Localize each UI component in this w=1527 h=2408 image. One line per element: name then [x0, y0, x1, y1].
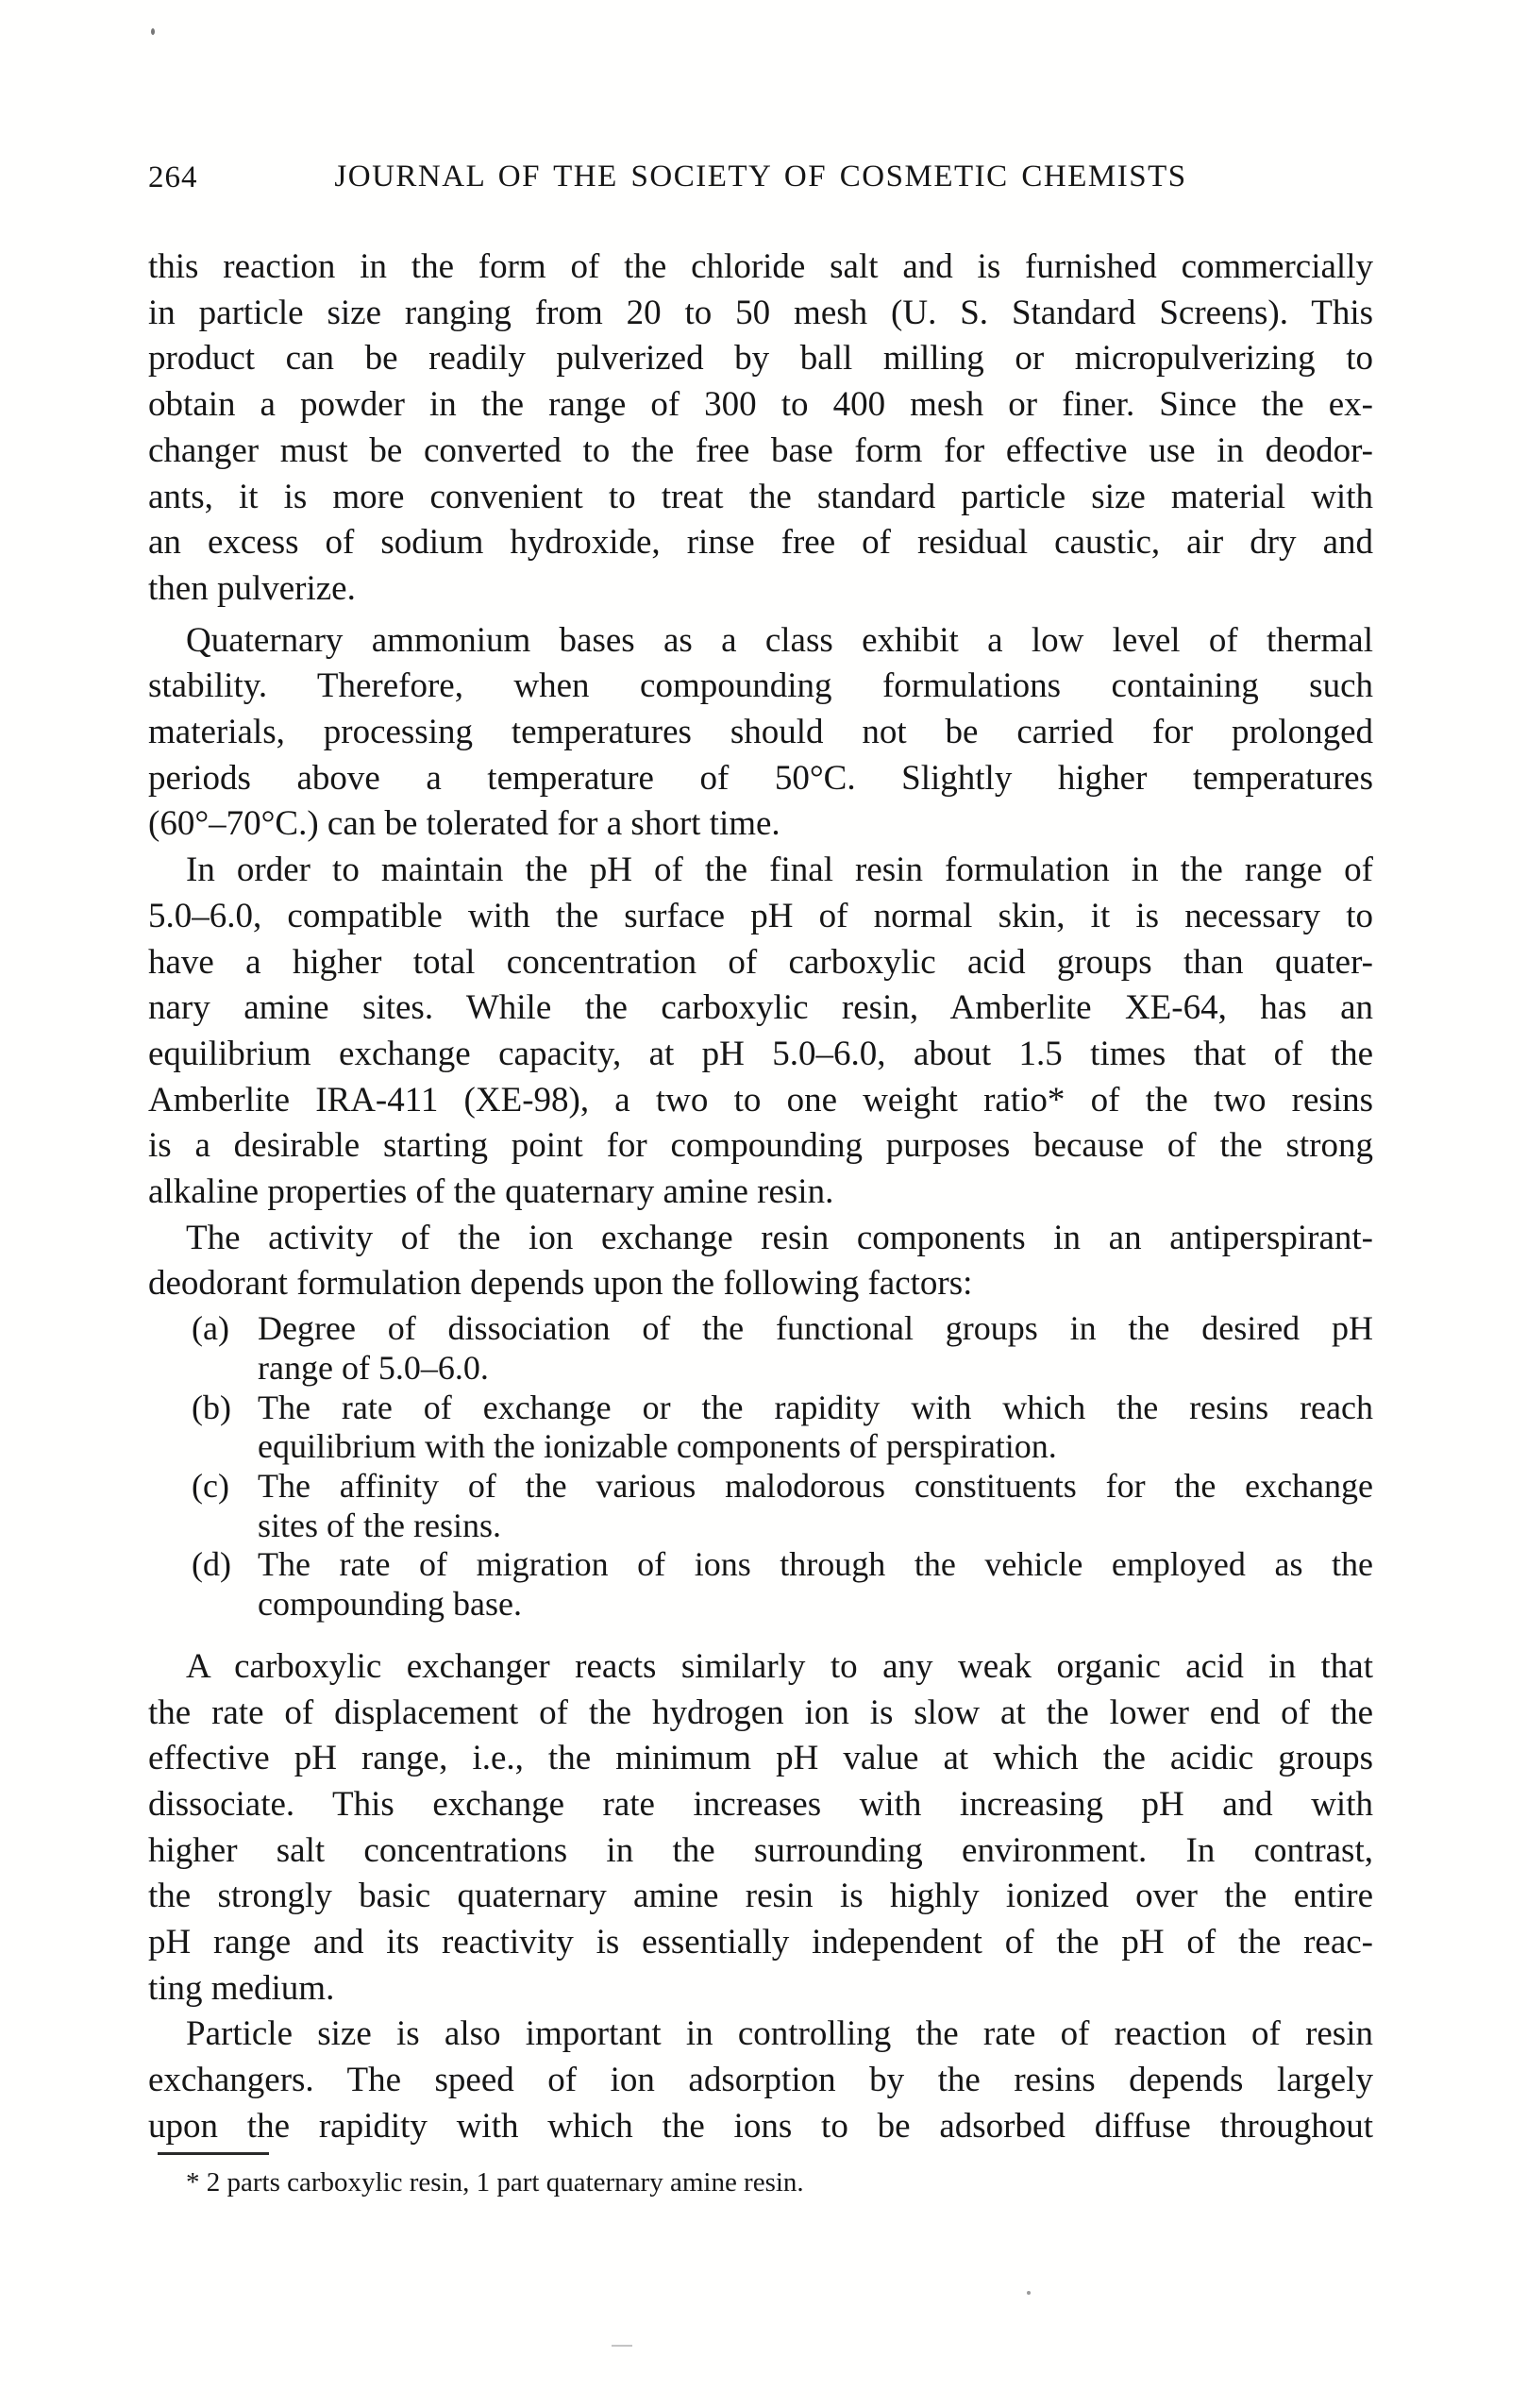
list-item-line: sites of the resins. [258, 1506, 501, 1544]
paragraph [148, 2012, 1373, 2149]
text-line: materials, processing temperatures should not be carried for prolonged [148, 713, 1373, 752]
text-line: the strongly basic quaternary amine resin is highly ionized over the entire [148, 1877, 1373, 1916]
scan-scratch [612, 2345, 632, 2347]
list-item-line: The affinity of the various malodorous constituents for the exchange [258, 1466, 1373, 1505]
text-line: In order to maintain the pH of the final resin formulation in the range of [186, 850, 1373, 890]
list-item-line: Degree of dissociation of the functional groups in the desired pH [258, 1309, 1373, 1348]
list-item [148, 1309, 1373, 1388]
paragraph [148, 848, 1373, 1216]
list-item [148, 1467, 1373, 1545]
text-line: 5.0–6.0, compatible with the surface pH of normal skin, it is necessary to [148, 896, 1373, 935]
scan-speck [1027, 2291, 1031, 2295]
list-item [148, 1545, 1373, 1624]
text-line: Amberlite IRA-411 (XE-98), a two to one weight ratio* of the two resins [148, 1080, 1373, 1120]
journal-title: JOURNAL OF THE SOCIETY OF COSMETIC CHEMISTS [334, 160, 1187, 194]
text-line: equilibrium exchange capacity, at pH 5.0–6.0, about 1.5 times that of the [148, 1034, 1373, 1073]
text-line: this reaction in the form of the chloride salt and is furnished commercially [148, 247, 1373, 286]
text-line: pH range and its reactivity is essentially independent of the pH of the reac- [148, 1923, 1373, 1962]
page-number: 264 [148, 160, 198, 194]
text-line: deodorant formulation depends upon the following factors: [148, 1264, 973, 1304]
footnote: * 2 parts carboxylic resin, 1 part quaternary amine resin. [186, 2166, 804, 2198]
list-item-marker: (b) [192, 1388, 231, 1426]
list-item-line: equilibrium with the ionizable components of perspiration. [258, 1427, 1057, 1466]
list-item-marker: (a) [192, 1309, 229, 1348]
list-item-line: The rate of exchange or the rapidity with which the resins reach [258, 1388, 1373, 1426]
page-header [148, 157, 1373, 196]
text-line: Quaternary ammonium bases as a class exhibit a low level of thermal [186, 620, 1373, 660]
text-line: product can be readily pulverized by ball milling or micropulverizing to [148, 339, 1373, 379]
text-line: (60°–70°C.) can be tolerated for a short time. [148, 804, 780, 844]
paragraph [148, 244, 1373, 613]
text-line: higher salt concentrations in the surrounding environment. In contrast, [148, 1830, 1373, 1870]
text-line: obtain a powder in the range of 300 to 400 mesh or finer. Since the ex- [148, 385, 1373, 425]
text-line: in particle size ranging from 20 to 50 mesh (U. S. Standard Screens). This [148, 293, 1373, 332]
text-line: is a desirable starting point for compounding purposes because of the strong [148, 1126, 1373, 1166]
list-item [148, 1389, 1373, 1467]
paragraph [148, 1216, 1373, 1307]
paragraph [148, 618, 1373, 849]
list-item-marker: (c) [192, 1466, 229, 1505]
text-line: alkaline properties of the quaternary amine resin. [148, 1172, 834, 1212]
text-line: have a higher total concentration of carboxylic acid groups than quater- [148, 942, 1373, 982]
factor-list [148, 1309, 1373, 1625]
text-line: an excess of sodium hydroxide, rinse free of residual caustic, air dry and [148, 523, 1373, 563]
text-line: ting medium. [148, 1968, 335, 2008]
footnote-rule [158, 2152, 269, 2155]
list-item-line: range of 5.0–6.0. [258, 1348, 489, 1387]
text-line: the rate of displacement of the hydrogen ion is slow at the lower end of the [148, 1692, 1373, 1732]
text-line: changer must be converted to the free base form for effective use in deodor- [148, 430, 1373, 470]
list-item-line: compounding base. [258, 1585, 522, 1624]
text-line: Particle size is also important in controlling the rate of reaction of resin [186, 2014, 1373, 2054]
text-line: The activity of the ion exchange resin components in an antiperspirant- [186, 1218, 1373, 1257]
scan-speck [151, 28, 155, 35]
text-line: then pulverize. [148, 568, 356, 608]
text-line: nary amine sites. While the carboxylic resin, Amberlite XE-64, has an [148, 988, 1373, 1028]
text-line: upon the rapidity with which the ions to be adsorbed diffuse throughout [148, 2106, 1373, 2146]
text-line: stability. Therefore, when compounding formulations containing such [148, 666, 1373, 706]
text-line: A carboxylic exchanger reacts similarly to any weak organic acid in that [186, 1646, 1373, 1686]
paragraph [148, 1644, 1373, 2012]
text-line: effective pH range, i.e., the minimum pH value at which the acidic groups [148, 1739, 1373, 1778]
text-line: dissociate. This exchange rate increases with increasing pH and with [148, 1784, 1373, 1824]
text-line: ants, it is more convenient to treat the standard particle size material with [148, 477, 1373, 516]
text-column [148, 244, 1373, 2199]
text-line: periods above a temperature of 50°C. Slightly higher temperatures [148, 758, 1373, 798]
list-item-line: The rate of migration of ions through the vehicle employed as the [258, 1545, 1373, 1584]
list-item-marker: (d) [192, 1545, 231, 1584]
text-line: exchangers. The speed of ion adsorption by the resins depends largely [148, 2061, 1373, 2100]
